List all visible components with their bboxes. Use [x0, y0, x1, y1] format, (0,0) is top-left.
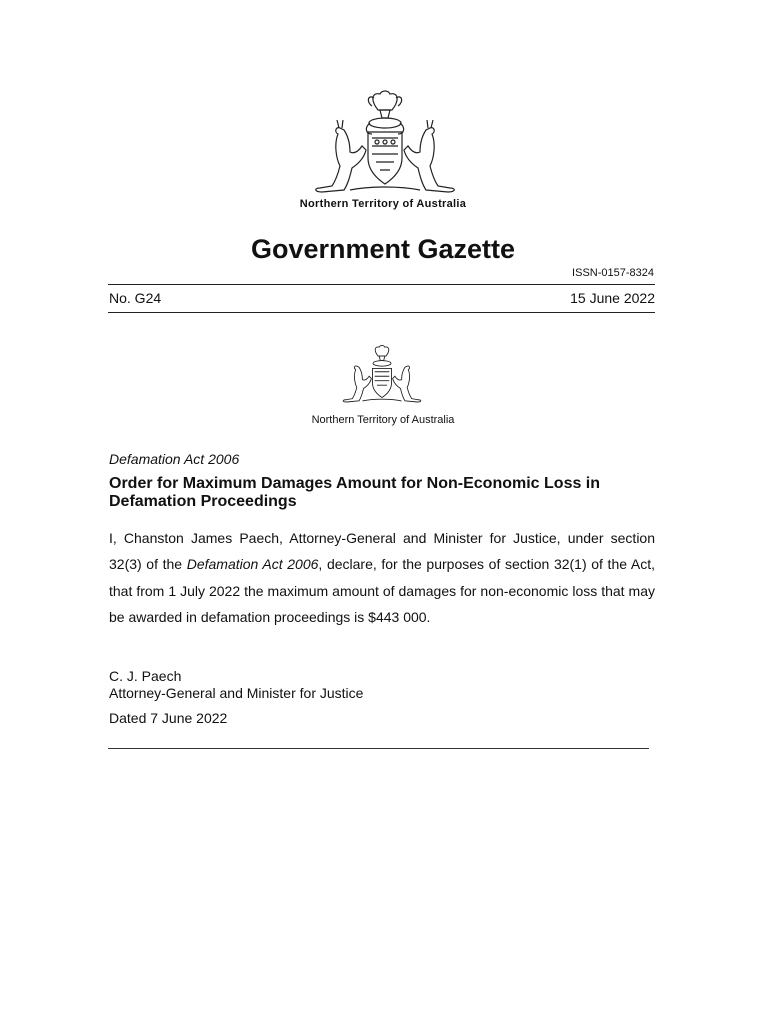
gazette-title: Government Gazette	[250, 234, 516, 264]
nt-coat-of-arms-icon	[340, 340, 424, 408]
issue-number: No. G24	[109, 290, 162, 306]
body-act-reference: Defamation Act 2006	[186, 556, 319, 573]
notice-territory-caption: Northern Territory of Australia	[311, 414, 455, 426]
body-text-part1: I, Chanston James Paech, Attorney-General and Minister for Justice, under section 32(3) of the	[109, 530, 655, 573]
territory-caption: Northern Territory of Australia	[299, 198, 467, 210]
header-rule-bottom	[108, 312, 655, 313]
issn-number: ISSN-0157-8324	[572, 267, 654, 279]
dated-line: Dated 7 June 2022	[109, 710, 228, 726]
notice-end-rule	[108, 748, 649, 749]
body-text-part2: , declare, for the purposes of section 32(1) of the Act, that from 1 July 2022 the maximum amount of damages for non-economic loss that may be awarded in defamation proceedings is $443 000.	[109, 556, 655, 626]
act-title: Defamation Act 2006	[109, 451, 240, 467]
signer-title: Attorney-General and Minister for Justice	[109, 685, 364, 701]
nt-coat-of-arms-icon	[310, 88, 460, 196]
header-rule-top	[108, 284, 655, 285]
signature-block	[109, 668, 363, 702]
notice-heading: Order for Maximum Damages Amount for Non-Economic Loss in Defamation Proceedings	[109, 475, 601, 510]
notice-body	[109, 525, 655, 631]
signer-name: C. J. Paech	[109, 668, 182, 684]
issue-date: 15 June 2022	[570, 290, 655, 306]
